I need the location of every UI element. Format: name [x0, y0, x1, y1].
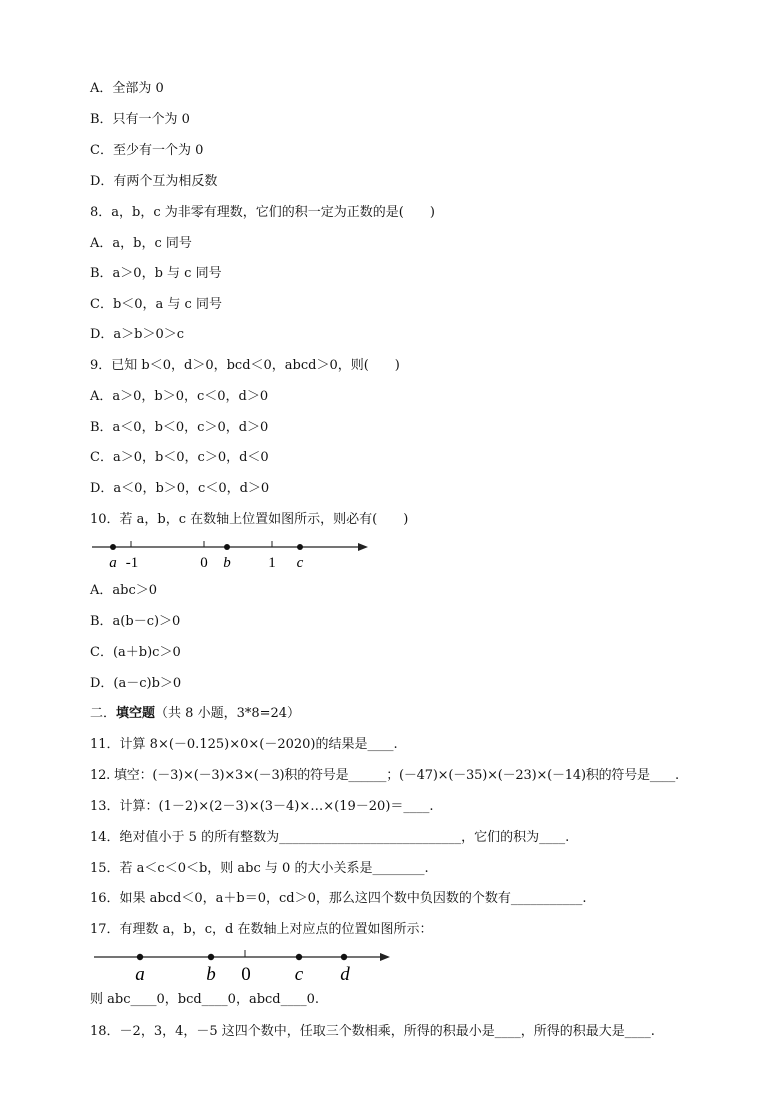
q7-option-d: D．有两个互为相反数	[90, 174, 218, 189]
q17-point-b	[208, 954, 214, 960]
q10-stem: 10．若 a，b，c 在数轴上位置如图所示，则必有( )	[90, 512, 409, 527]
q7-option-b: B．只有一个为 0	[90, 112, 190, 127]
section-number: 二．	[90, 706, 117, 721]
q10-label-c: c	[296, 555, 304, 571]
q10-point-b	[224, 544, 230, 550]
q10-label-0: 0	[200, 555, 208, 571]
q11: 11．计算 8×(－0.125)×0×(－2020)的结果是____.	[90, 737, 398, 752]
q17-label-a: a	[135, 964, 145, 985]
q10-option-a: A．abc＞0	[90, 583, 158, 598]
q17-number-line	[92, 947, 396, 985]
q8-stem: 8．a，b，c 为非零有理数，它们的积一定为正数的是( )	[90, 205, 435, 220]
q17-point-c	[296, 954, 302, 960]
q10-point-a	[110, 544, 116, 550]
q10-option-d: D．(a－c)b＞0	[90, 676, 182, 691]
q17: 17．有理数 a，b，c，d 在数轴上对应点的位置如图所示：	[90, 922, 433, 937]
q17-label-0: 0	[241, 964, 251, 985]
q10-option-c: C．(a＋b)c＞0	[90, 645, 181, 660]
q17-point-d	[341, 954, 347, 960]
q9-stem: 9．已知 b＜0，d＞0，bcd＜0，abcd＞0，则( )	[90, 358, 400, 373]
q7-option-c: C．至少有一个为 0	[90, 143, 204, 158]
section-note: （共 8 小题，3*8=24）	[155, 706, 301, 721]
q14: 14．绝对值小于 5 的所有整数为____________________________，它们的积为____.	[90, 830, 570, 845]
q10-label-neg1: -1	[125, 555, 139, 571]
q18: 18．－2，3，4，－5 这四个数中，任取三个数相乘，所得的积最小是____，所得的积最大是____.	[90, 1024, 655, 1039]
q10-number-line	[88, 536, 378, 572]
q9-option-b: B．a＜0，b＜0，c＞0，d＞0	[90, 420, 269, 435]
q9-option-d: D．a＜0，b＞0，c＜0，d＞0	[90, 481, 270, 496]
q13: 13．计算：(1－2)×(2－3)×(3－4)×…×(19－20)＝____.	[90, 799, 434, 814]
q17-label-c: c	[294, 964, 304, 985]
q16: 16．如果 abcd＜0，a＋b＝0，cd＞0，那么这四个数中负因数的个数有___________.	[90, 891, 587, 906]
q10-label-a: a	[109, 555, 117, 571]
q17-answer: 则 abc____0，bcd____0，abcd____0.	[90, 992, 320, 1007]
section-title: 填空题	[116, 706, 156, 721]
q8-option-d: D．a＞b＞0＞c	[90, 327, 185, 342]
q10-label-b: b	[223, 555, 231, 571]
q9-option-a: A．a＞0，b＞0，c＜0，d＞0	[90, 389, 269, 404]
q8-option-b: B．a＞0，b 与 c 同号	[90, 266, 222, 281]
q17-point-a	[137, 954, 143, 960]
q15: 15．若 a＜c＜0＜b，则 abc 与 0 的大小关系是________.	[90, 861, 429, 876]
section-heading	[90, 706, 300, 722]
q17-label-b: b	[206, 964, 216, 985]
q8-option-c: C．b＜0，a 与 c 同号	[90, 297, 222, 312]
q10-option-b: B．a(b－c)＞0	[90, 614, 181, 629]
q8-option-a: A．a，b，c 同号	[90, 236, 192, 251]
q9-option-c: C．a＞0，b＜0，c＞0，d＜0	[90, 450, 269, 465]
q17-label-d: d	[340, 964, 350, 985]
q12: 12. 填空：(－3)×(－3)×3×(－3)积的符号是______；(－47)×(－35)×(－23)×(－14)积的符号是____.	[90, 768, 679, 783]
q10-label-1: 1	[268, 555, 276, 571]
q10-point-c	[297, 544, 303, 550]
q7-option-a: A．全部为 0	[90, 81, 164, 96]
